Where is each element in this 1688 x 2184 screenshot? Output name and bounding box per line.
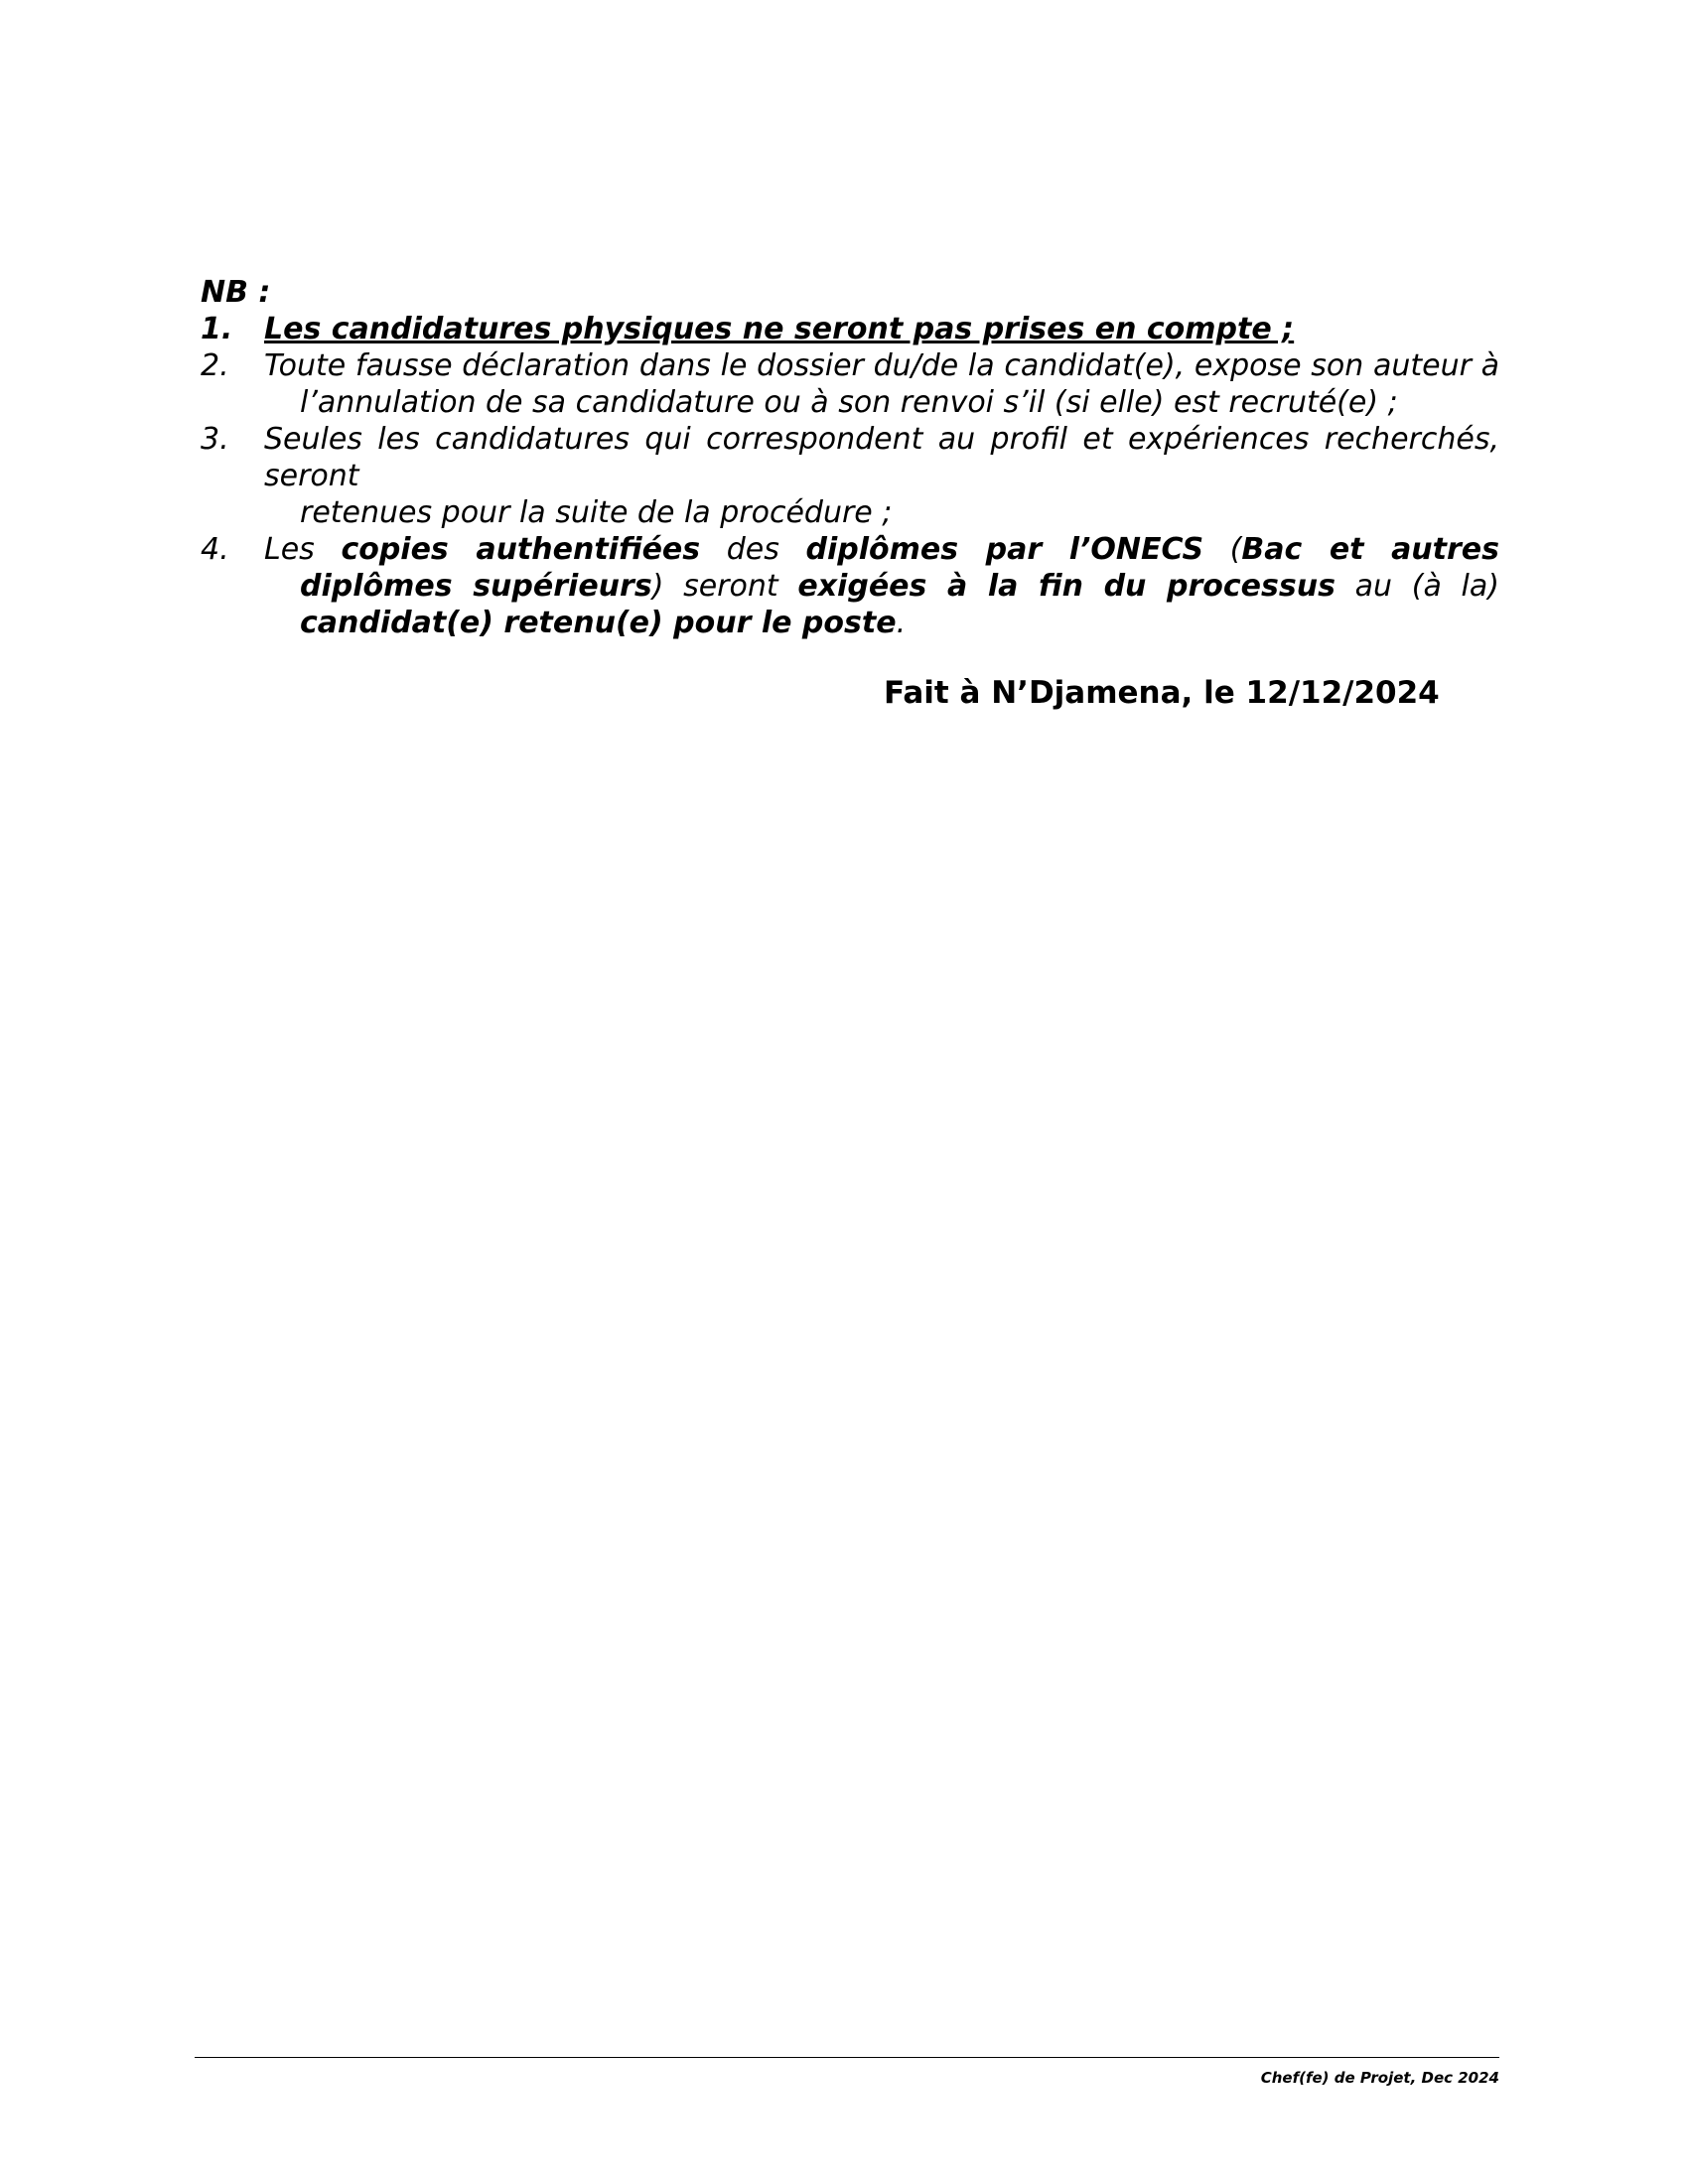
signature-place-date: Fait à N’Djamena, le 12/12/2024 — [884, 675, 1440, 711]
notes-section — [201, 274, 1499, 641]
note-item-3 — [201, 421, 1499, 531]
note-item-1 — [201, 311, 1499, 347]
note-text-bold-run: Bac et autres diplômes supérieurs — [300, 532, 1500, 604]
note-text-run: des — [700, 532, 806, 567]
note-number: 2. — [201, 348, 229, 383]
footer-divider — [195, 2057, 1499, 2058]
footer-text: Chef(fe) de Projet, Dec 2024 — [1260, 2069, 1499, 2087]
note-number: 3. — [201, 422, 229, 457]
notes-list — [201, 311, 1499, 641]
note-text-line: Toute fausse déclaration dans le dossier du/de la candidat(e), expose son auteur à — [264, 348, 1499, 383]
note-text-underlined: Les candidatures physiques ne seront pas prises en compte ; — [264, 312, 1295, 346]
note-text-line: l’annulation de sa candidature ou à son renvoi s’il (si elle) est recruté(e) ; — [300, 385, 1398, 420]
note-text-bold-run: exigées à la fin du processus — [797, 569, 1336, 604]
note-text-line: retenues pour la suite de la procédure ; — [300, 495, 893, 530]
note-text-bold-run: copies authentifiées — [341, 532, 701, 567]
note-text — [264, 347, 1499, 421]
note-text-run: au (à la) — [1335, 569, 1499, 604]
note-text — [264, 421, 1499, 531]
note-text — [264, 311, 1499, 347]
note-text-run: ( — [1203, 532, 1242, 567]
note-item-4 — [201, 531, 1499, 641]
note-text — [264, 531, 1499, 641]
note-number: 4. — [201, 532, 229, 567]
note-text-run: ) seront — [651, 569, 798, 604]
nb-heading: NB : — [201, 275, 271, 310]
note-number: 1. — [201, 312, 233, 346]
note-text-line: Seules les candidatures qui correspondent au profil et expériences recherchés, seront — [264, 422, 1499, 493]
note-text-run: . — [896, 606, 907, 640]
note-item-2 — [201, 347, 1499, 421]
note-text-bold-run: candidat(e) retenu(e) pour le poste — [300, 606, 897, 640]
note-text-run: Les — [264, 532, 342, 567]
note-text-bold-run: diplômes par l’ONECS — [805, 532, 1204, 567]
